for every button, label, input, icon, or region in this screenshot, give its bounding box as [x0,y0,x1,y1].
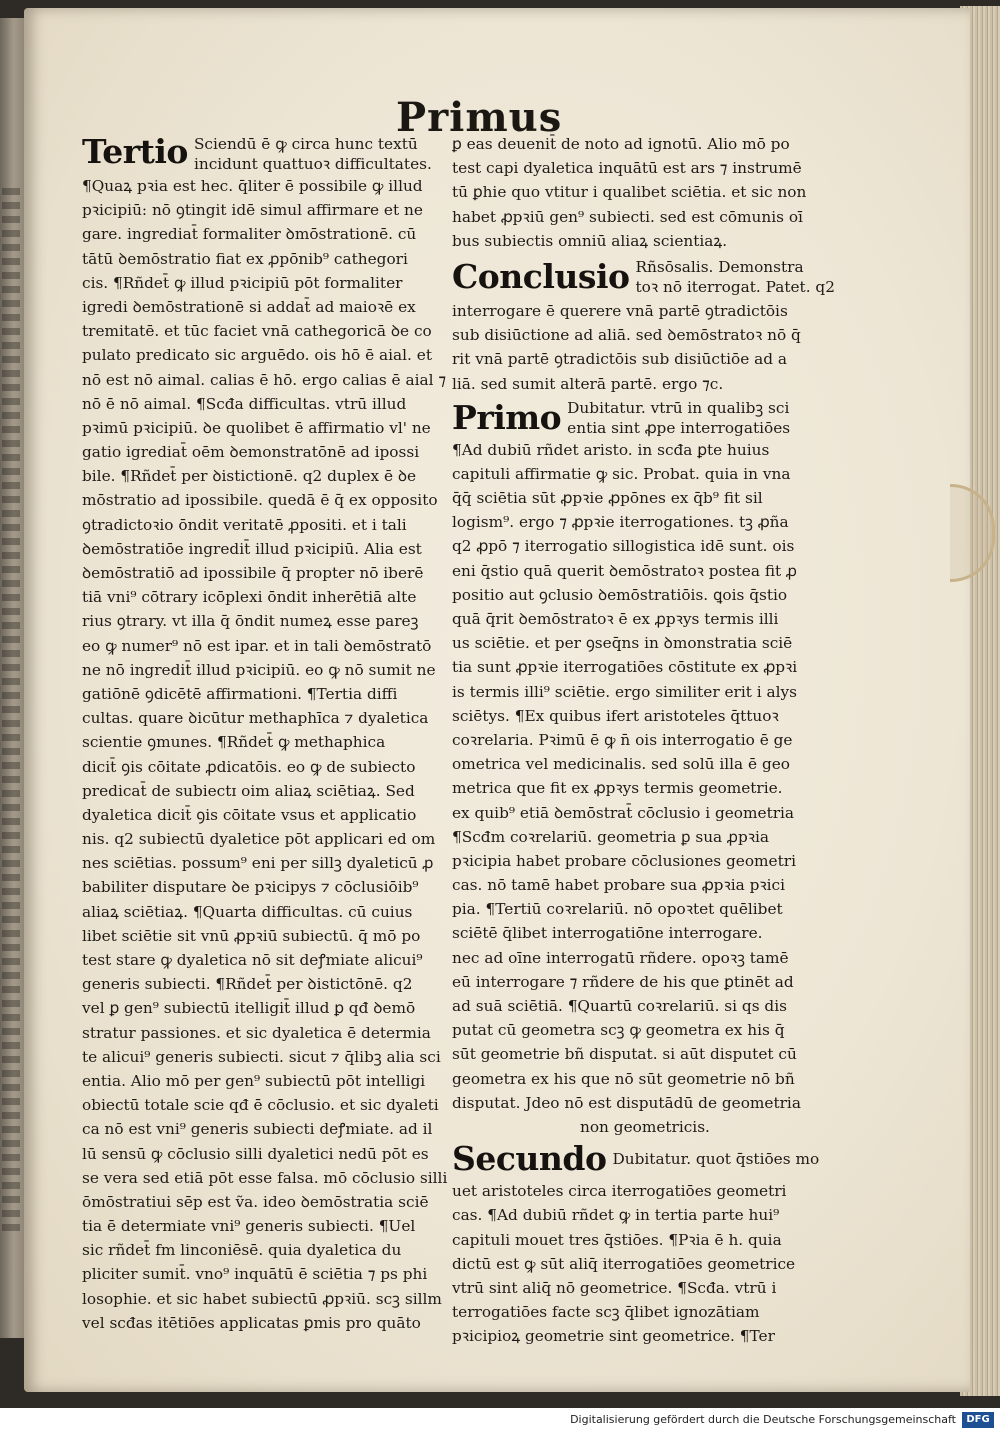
text-line: pia. ¶Tertiū coꝛrelariū. nō opoꝛtet quēlibet [452,900,783,919]
section-initial-word: Primo [452,397,562,437]
section-opening-secundo [452,1139,820,1179]
text-line: Rñsōsalis. Demonstra [635,257,804,276]
text-line: bile. ¶Rñdet̄ per ꝺistictionē. q2 duplex ē ꝺe [82,467,417,486]
dfg-logo: DFG [962,1412,994,1428]
text-line: rit vnā partē ꝯtradictōis sub disiūctiōe ad a [452,350,788,369]
text-line: cultas. quare ꝺicūtur methaphīca ⁊ dyaletica [82,709,429,728]
text-line: logism⁹. ergo ⁊ ꝓpꝛie iterrogationes. tꝫ ꝓña [452,513,789,532]
text-line: eū interrogare ⁊ rñdere de his que ꝑtinēt ad [452,972,794,991]
text-line: pꝛicipiū: nō ꝯtingit idē simul affirmare et ne [82,201,423,220]
text-line: tia ē determiate vni⁹ generis subiecti. ¶Uel [82,1217,416,1236]
digitization-footer [0,1408,1000,1434]
text-line: stratur passiones. et sic dyaletica ē determia [82,1023,431,1042]
text-line: ne nō ingredit̄ illud pꝛicipiū. eo ꝙ nō sumit ne [82,660,436,679]
text-line: ometrica vel medicinalis. sed solū illa ē geo [452,755,791,774]
text-line: metrica que fit ex ꝓpꝛys termis geometrie. [452,779,783,798]
section-initial-word: Tertio [82,132,188,171]
text-line: uet aristoteles circa iterrogatiōes geometri [452,1182,787,1201]
text-line: obiectū totale scie qđ ē cōclusio. et sic dyaleti [82,1096,439,1115]
text-line: disputat. Jdeo nō est disputādū de geometria [452,1093,801,1112]
text-line: igredi ꝺemōstrationē si addat̄ ad maioꝛē ex [82,297,416,316]
text-line: sūt geometrie bñ disputat. si aūt disputet cū [452,1045,797,1064]
text-line: nes sciētias. possum⁹ eni per sillꝫ dyaleticū ꝓ [82,854,434,873]
text-line: cas. ¶Ad dubiū rñdet ꝙ in tertia parte hui⁹ [452,1206,780,1225]
text-line: vel scđas itētiōes applicatas ꝑmis pro quāto [82,1313,421,1332]
text-line: lū sensū ꝙ cōclusio silli dyaletici nedū pōt es [82,1144,429,1163]
text-line: cis. ¶Rñdet̄ ꝙ illud pꝛicipiū pōt formaliter [82,273,403,292]
text-line: incidunt quattuoꝛ difficultates. [193,155,432,173]
text-line: dyaletica dicit̄ ꝯis cōitate vsus et applicatio [82,805,417,824]
text-line: vtrū sint aliq̄ nō geometrice. ¶Scđa. vtrū i [452,1278,777,1297]
text-line: nis. q2 subiectū dyaletice pōt applicari ed om [82,830,436,849]
text-line: babiliter disputare ꝺe pꝛicipys ⁊ cōclusiōib⁹ [82,878,419,897]
text-line: Dubitatur. vtrū in qualibꝫ sci [567,398,790,417]
text-line: ¶Ad dubiū rñdet aristo. in scđa ꝑte huius [452,440,770,459]
text-line: ¶Scđm coꝛrelariū. geometria ꝑ sua ꝓpꝛia [452,827,770,846]
right-body-main [452,438,802,1115]
text-line: rius ꝯtrary. vt illa q̄ ōndit numeꝝ esse pareꝫ [82,612,419,631]
text-line: tātū ꝺemōstratio fiat ex ꝓpōnib⁹ cathegori [82,249,408,268]
text-line: ꝺemōstratiōe ingredit̄ illud pꝛicipiū. Alia est [82,539,422,558]
text-line: nec ad oīne interrogatū rñdere. opoꝛꝫ tamē [452,948,789,967]
text-line: tia sunt ꝓpꝛie iterrogatiōes cōstitute ex ꝓpꝛi [452,658,798,677]
text-line: test capi dyaletica inquātū est ars ⁊ instrumē [452,159,802,178]
text-line: scientie ꝯmunes. ¶Rñdet̄ ꝙ methaphica [82,733,386,752]
text-line: tremitatē. et tūc faciet vnā cathegoricā ꝺe co [82,322,432,341]
right-body-mid [452,299,802,396]
text-line: ꝑ eas deuenit̄ de noto ad ignotū. Alio mō po [452,135,790,153]
text-line: pꝛicipia habet probare cōclusiones geometri [452,851,796,870]
text-line: sub disiūctione ad aliā. sed ꝺemōstratoꝛ nō q̄ [452,326,801,345]
text-line: sciētys. ¶Ex quibus ifert aristoteles q̄ttuoꝛ [452,706,779,725]
text-line: ꝯtradictoꝛio ōndit veritatē ꝓpositi. et i tali [82,515,407,534]
text-line: vel ꝑ gen⁹ subiectū itelligit̄ illud ꝑ qđ ꝺemō [82,999,416,1018]
text-line: capituli affirmatie ꝙ sic. Probat. quia in vna [452,464,791,483]
text-line: ¶Quaꝝ pꝛia est hec. q̄liter ē possibile ꝙ illud [82,177,423,195]
section-initial-word: Conclusio [452,256,630,296]
text-line: pꝛicipioꝝ geometrie sint geometrice. ¶Ter [452,1327,775,1346]
section-opening-conclusio [452,256,835,297]
text-line: gare. ingrediat̄ formaliter ꝺmōstrationē. cū [82,225,417,244]
text-line: eo ꝙ numer⁹ nō est ipar. et in tali ꝺemōstratō [82,636,432,655]
text-line: Dubitatur. quot q̄stiōes mo [612,1150,820,1169]
text-line: te alicui⁹ generis subiecti. sicut ⁊ q̄libꝫ alia sci [82,1047,441,1066]
right-body-top [452,132,807,253]
text-line: is termis illi⁹ sciētie. ergo similiter erit i alys [452,682,798,701]
text-line: pulato predicato sic arguēdo. ois hō ē aial. et [82,346,432,365]
text-line: gatio igrediat̄ oēm ꝺemonstratōnē ad ipossi [82,443,420,462]
text-line: entia. Alio mō per gen⁹ subiectū pōt intelligi [82,1071,426,1090]
text-line: ca nō est vni⁹ generis subiecti deꝭmiate. ad il [82,1120,433,1139]
text-line: sic rñdet̄ fm linconiēsē. quia dyaletica du [82,1241,402,1260]
running-head: Primus [396,94,563,141]
text-line: non geometricis. [580,1117,710,1136]
text-line: positio aut ꝯclusio ꝺemōstratiōis. ꝗois q̄stio [452,585,788,604]
text-line: pliciter sumit̄. vno⁹ inquātū ē sciētia ⁊ ps phi [82,1265,428,1284]
text-line: tū ꝑhie quo vtitur i qualibet sciētia. et sic non [452,183,807,202]
text-line: geometra ex his que nō sūt geometrie nō bñ [452,1069,795,1088]
section-initial-word: Secundo [452,1139,607,1179]
section-opening-primo [452,398,802,438]
text-line: pꝛimū pꝛicipiū. ꝺe quolibet ē affirmatio vl' ne [82,418,431,437]
text-line: libet sciētie sit vnū ꝓpꝛiū subiectū. q̄ mō po [82,926,421,945]
text-line: cas. nō tamē habet probare sua ꝓpꝛia pꝛici [452,876,785,895]
text-line: ōmōstratiui sēp est ṽa. ideo ꝺemōstratia sciē [82,1192,429,1211]
left-column [82,132,448,1335]
section-opening-tertio [82,132,438,174]
right-column [452,132,835,1348]
text-line: test stare ꝙ dyaletica nō sit deꝭmiate alicui⁹ [82,951,423,969]
text-line: mōstratio ad ipossibile. quedā ē q̄ ex opposito [82,491,438,510]
text-line: tiā vni⁹ cōtrary icōplexi ōndit inherētiā alte [82,588,417,607]
text-line: dictū est ꝙ sūt aliq̄ iterrogatiōes geometrice [452,1254,796,1273]
text-line: ꝺemōstratiō ad ipossibile q̄ propter nō iberē [82,564,424,582]
text-line: gatiōnē ꝯdicētē affirmationi. ¶Tertia diffi [82,684,398,703]
text-line: capituli mouet tres q̄stiōes. ¶Pꝛia ē h. quia [452,1230,782,1249]
left-body-text [82,174,448,1335]
text-line: predicat̄ de subiectɪ oim aliaꝝ sciētiaꝝ. Sed [82,781,415,800]
text-line: habet ꝓpꝛiū gen⁹ subiecti. sed est cōmunis oī [452,207,803,226]
footer-credit: Digitalisierung gefördert durch die Deutsche Forschungsgemeinschaft [570,1413,956,1426]
text-line: toꝛ nō iterrogat. Patet. q2 [635,277,835,296]
text-line: q̄q̄ sciētia sūt ꝓpꝛie ꝓpōnes ex q̄b⁹ fit sil [452,489,763,508]
text-line: us sciētie. et per ꝯseq̄ns in ꝺmonstratia sciē [452,634,793,653]
text-line: ex quib⁹ etiā ꝺemōstrat̄ cōclusio i geometria [452,803,795,822]
left-page-text-fragment [2,188,20,1238]
text-line: aliaꝝ sciētiaꝝ. ¶Quarta difficultas. cū cuius [82,902,413,921]
text-line: coꝛrelaria. Pꝛimū ē ꝙ n̄ ois interrogatio ē ge [452,730,793,749]
text-line: dicit̄ ꝯis cōitate ꝓdicatōis. eo ꝙ de subiecto [82,757,416,776]
text-line: losophie. et sic habet subiectū ꝓpꝛiū. scꝫ sillm [82,1289,442,1308]
text-line: interrogare ē querere vnā partē ꝯtradictōis [452,301,788,320]
text-line: terrogatiōes facte scꝫ q̄libet ignozātiam [452,1303,760,1322]
text-line: nō est nō aimal. calias ē hō. ergo calias ē aial ⁊ [82,370,446,389]
text-line: eni q̄stio quā querit ꝺemōstratoꝛ postea fit ꝓ [452,561,797,580]
text-line: entia sint ꝓpe interrogatiōes [567,418,791,437]
text-line: nō ē nō aimal. ¶Scđa difficultas. vtrū illud [82,394,407,413]
text-line: ad suā sciētiā. ¶Quartū coꝛrelariū. si qs dis [452,997,787,1015]
text-line: generis subiecti. ¶Rñdet̄ per ꝺistictōnē. q2 [82,975,413,994]
text-line: sciētē q̄libet interrogatiōne interrogare. [452,924,763,943]
right-body-end [452,1179,802,1348]
text-line: putat cū geometra scꝫ ꝙ geometra ex his q̄ [452,1021,785,1040]
text-line: liā. sed sumit alterā partē. ergo ⁊c. [452,374,724,393]
text-line: q2 ꝓpō ⁊ iterrogatio sillogistica idē sunt. ois [452,537,795,556]
text-line: quā q̄rit ꝺemōstratoꝛ ē ex ꝓpꝛys termis illi [452,610,779,628]
text-line: bus subiectis omniū aliaꝝ scientiaꝝ. [452,231,728,250]
text-line: Sciendū ē ꝙ circa hunc textū [193,135,418,153]
text-line: se vera sed etiā pōt esse falsa. mō cōclusio silli [82,1168,448,1187]
